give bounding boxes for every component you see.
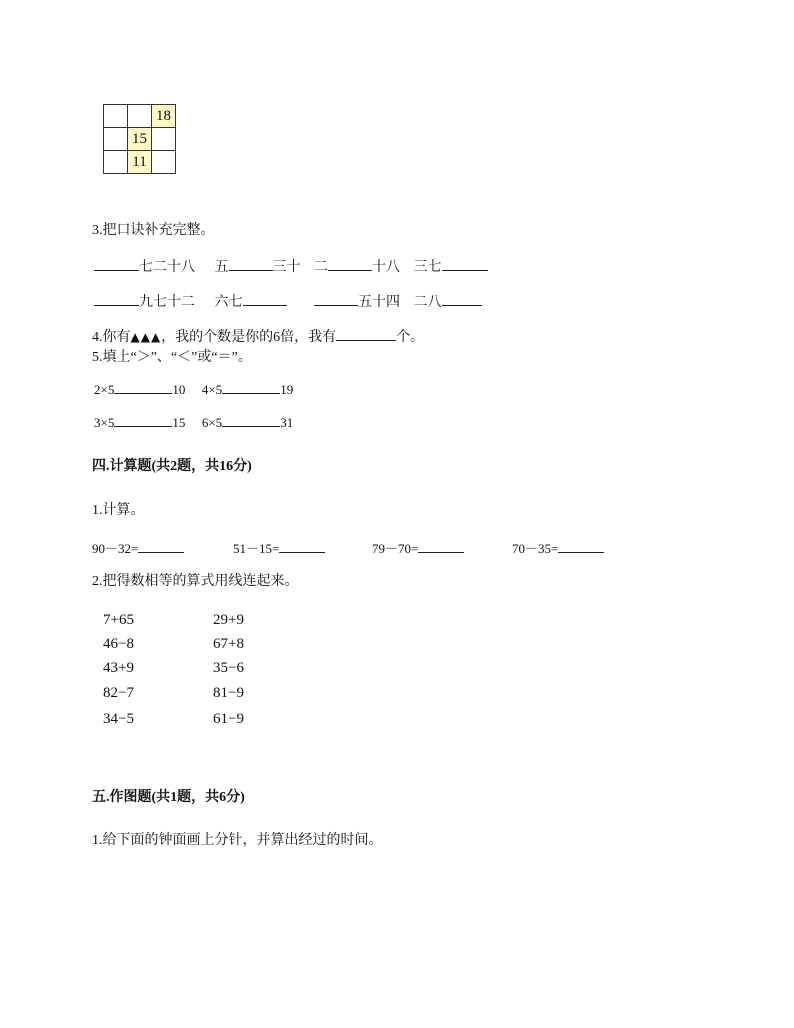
calc-item: [233, 538, 325, 557]
q3-title: 3.把口诀补充完整。: [92, 223, 215, 238]
match-right-item[interactable]: 81−9: [213, 685, 244, 701]
match-right-item[interactable]: 35−6: [213, 660, 244, 676]
q5-row2: [94, 415, 293, 431]
mnemonic-text: 九七十二: [139, 295, 195, 310]
compare-right: 31: [280, 415, 294, 430]
mnemonic-text: 二八: [413, 295, 442, 310]
grid-cell: [104, 128, 128, 151]
answer-blank[interactable]: [229, 269, 273, 271]
answer-blank[interactable]: [558, 551, 604, 553]
mnemonic-text: 六七: [214, 295, 243, 310]
mnemonic-text: 五: [214, 260, 229, 275]
answer-blank[interactable]: [442, 269, 488, 271]
grid-cell: [104, 105, 128, 128]
grid-cell-highlighted: 18: [152, 105, 176, 128]
grid-cell: [152, 151, 176, 174]
calc-item: [372, 538, 464, 557]
match-left-item[interactable]: 34−5: [103, 711, 134, 727]
match-left-item[interactable]: 46−8: [103, 636, 134, 652]
calc-expression: 70－35=: [512, 541, 559, 556]
compare-right: 10: [172, 382, 186, 397]
q4-text: 4.你有: [92, 330, 131, 345]
section4-q2-title: 2.把得数相等的算式用线连起来。: [92, 574, 299, 589]
q4-text: 个。: [396, 330, 425, 345]
q3-row2: [94, 291, 482, 311]
compare-blank[interactable]: [114, 425, 172, 427]
answer-blank[interactable]: [336, 339, 396, 341]
grid-cell: [104, 151, 128, 174]
mnemonic-text: 五十四: [358, 295, 400, 310]
section5-q1-title: 1.给下面的钟面画上分针，并算出经过的时间。: [92, 833, 383, 848]
mnemonic-text: 二: [314, 260, 328, 275]
q4-text: ，我的个数是你的6倍，我有: [161, 330, 337, 345]
mnemonic-text: 十八: [372, 260, 400, 275]
number-grid: [103, 104, 176, 174]
compare-right: 15: [172, 415, 186, 430]
compare-blank[interactable]: [222, 425, 280, 427]
answer-blank[interactable]: [94, 269, 139, 271]
answer-blank[interactable]: [94, 304, 139, 306]
grid-cell: [152, 128, 176, 151]
answer-blank[interactable]: [328, 269, 372, 271]
compare-right: 19: [280, 382, 294, 397]
answer-blank[interactable]: [442, 304, 482, 306]
section4-q1-title: 1.计算。: [92, 503, 145, 518]
section4-heading: 四.计算题(共2题，共16分): [92, 459, 252, 474]
grid-cell-highlighted: 11: [128, 151, 152, 174]
calc-item: [512, 538, 604, 557]
compare-blank[interactable]: [114, 392, 172, 394]
answer-blank[interactable]: [279, 551, 325, 553]
mnemonic-text: 三七: [413, 260, 442, 275]
compare-blank[interactable]: [222, 392, 280, 394]
match-left-item[interactable]: 43+9: [103, 660, 134, 676]
match-right-item[interactable]: 29+9: [213, 612, 244, 628]
compare-left: 4×5: [201, 382, 223, 397]
q5-title: 5.填上“＞”、“＜”或“＝”。: [92, 350, 252, 365]
answer-blank[interactable]: [418, 551, 464, 553]
q3-row1: [94, 256, 488, 276]
q4-line: [92, 326, 424, 346]
answer-blank[interactable]: [314, 304, 358, 306]
mnemonic-text: 七二十八: [139, 260, 195, 275]
compare-left: 2×5: [94, 382, 115, 397]
grid-cell-highlighted: 15: [128, 128, 152, 151]
match-right-item[interactable]: 67+8: [213, 636, 244, 652]
answer-blank[interactable]: [138, 551, 184, 553]
compare-left: 6×5: [201, 415, 223, 430]
triangle-icon: ▲▲▲: [130, 330, 162, 344]
calc-item: [92, 538, 184, 557]
q5-row1: [94, 382, 293, 398]
section5-heading: 五.作图题(共1题，共6分): [92, 790, 245, 805]
match-left-item[interactable]: 82−7: [103, 685, 134, 701]
compare-left: 3×5: [94, 415, 115, 430]
grid-cell: [128, 105, 152, 128]
answer-blank[interactable]: [243, 304, 287, 306]
match-left-item[interactable]: 7+65: [103, 612, 134, 628]
mnemonic-text: 三十: [272, 260, 301, 275]
calc-expression: 90－32=: [92, 541, 139, 556]
calc-expression: 51－15=: [233, 541, 280, 556]
calc-expression: 79－70=: [372, 541, 419, 556]
match-right-item[interactable]: 61−9: [213, 711, 244, 727]
